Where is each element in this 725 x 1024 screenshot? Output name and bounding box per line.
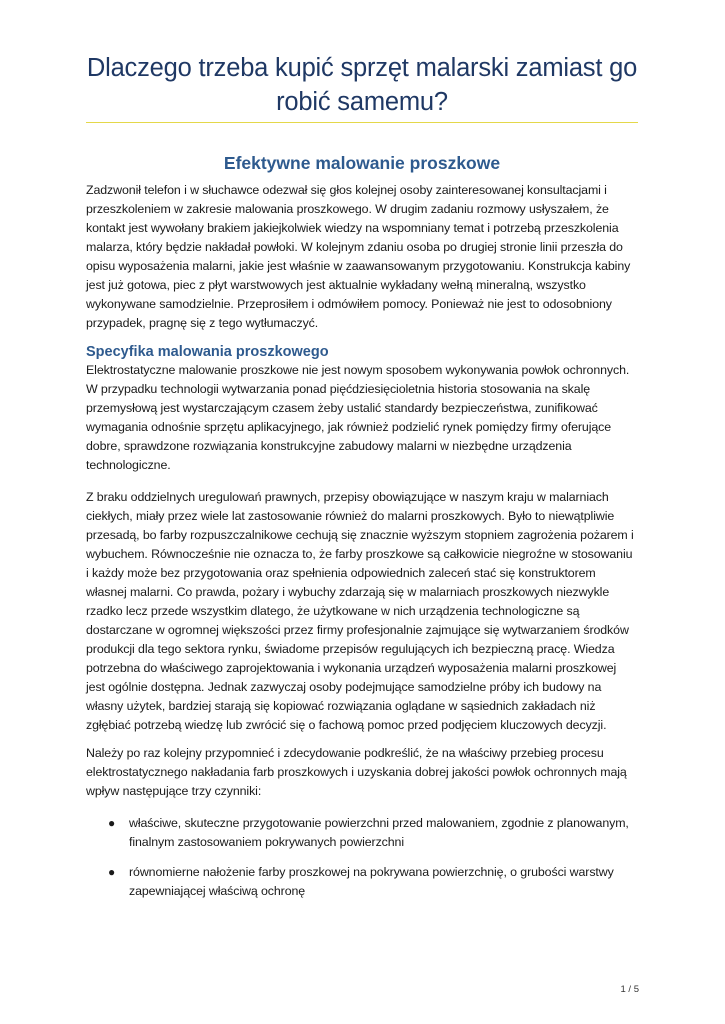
paragraph-intro: Zadzwonił telefon i w słuchawce odezwał się głos kolejnej osoby zainteresowanej konsultacjami i przeszkoleniem w zakresie malowania proszkowego. W drugim zadaniu rozmowy usłyszałem, że kontakt jest wywołany brakiem jakiejkolwiek wiedzy na wspomniany temat i potrzebą przeszkolenia malarza, który będzie nakładał powłoki. W kolejnym zdaniu osoba po drugiej stronie linii przeszła do opisu wyposażenia malarni, jakie jest właśnie w zaawansowanym przygotowaniu. Konstrukcja kabiny jest już gotowa, piec z płyt warstwowych jest aktualnie wykładany wełną mineralną, wszystko wykonywane samodzielnie. Przeprosiłem i odmówiłem pomocy. Ponieważ nie jest to odosobniony przypadek, pragnę się z tego wytłumaczyć. (86, 183, 631, 330)
factors-list (86, 814, 638, 912)
list-item-text: właściwe, skuteczne przygotowanie powierzchni przed malowaniem, zgodnie z planowanym, finalnym zastosowaniem pokrywanych powierzchni (129, 816, 629, 849)
paragraph-specyfika-2: Z braku oddzielnych uregulowań prawnych, przepisy obowiązujące w naszym kraju w malarniach ciekłych, miały przez wiele lat zastosowanie również do malarni proszkowych. Było to niewątpliwie przesadą, bo farby rozpuszczalnikowe cechują się znacznie wyższym stopniem zagrożenia pożarem i wybuchem. Równocześnie nie oznacza to, że farby proszkowe są całkowicie niegroźne w stosowaniu i każdy może bez przygotowania oraz spełnienia odpowiednich zaleceń stać się konstruktorem własnej malarni. Co prawda, pożary i wybuchy zdarzają się w malarniach proszkowych niezwykle rzadko lecz przede wszystkim dlatego, że użytkowane w nich urządzenia technologiczne są dostarczane w ogromnej większości przez firmy profesjonalnie zajmujące się wytwarzaniem środków produkcji dla tego sektora rynku, świadome przepisów regulujących ich bezpieczną pracę. Wiedza potrzebna do właściwego zaprojektowania i wykonania urządzeń wyposażenia malarni proszkowej jest ogólnie dostępna. Jednak zazwyczaj osoby podejmujące samodzielne próby ich budowy na własny użytek, bardziej starają się kopiować rozwiązania oglądane w sąsiednich zakładach niż zgłębiać potrzebą wiedzę lub zwrócić się o fachową pomoc przed podjęciem kluczowych decyzji. (86, 490, 634, 732)
section-heading-specyfika: Specyfika malowania proszkowego (86, 344, 329, 360)
bullet-icon: ● (108, 865, 116, 879)
paragraph-specyfika-1: Elektrostatyczne malowanie proszkowe nie jest nowym sposobem wykonywania powłok ochronnych. W przypadku technologii wytwarzania ponad pięćdziesięcioletnia historia stosowania na skalę przemysłową jest wystarczającym czasem żeby ustalić standardy bezpieczeństwa, zunifikować wymagania odnośnie sprzętu aplikacyjnego, jak również podzielić rynek pomiędzy firmy oferujące dobre, sprawdzone rozwiązania konstrukcyjne zabudowy malarni w niezbędne urządzenia technologiczne. (86, 363, 630, 472)
bullet-icon: ● (108, 816, 116, 830)
paragraph-specyfika-3: Należy po raz kolejny przypomnieć i zdecydowanie podkreślić, że na właściwy przebieg procesu elektrostatycznego nakładania farb proszkowych i uzyskania dobrej jakości powłok ochronnych mają wpływ następujące trzy czynniki: (86, 746, 627, 798)
title-underline-rule (86, 122, 638, 123)
list-item (86, 863, 638, 901)
list-item-text: równomierne nałożenie farby proszkowej na pokrywana powierzchnię, o grubości warstwy zapewniającej właściwą ochronę (129, 865, 614, 898)
page-number: 1 / 5 (620, 984, 639, 995)
document-title: Dlaczego trzeba kupić sprzęt malarski zamiast go robić samemu? (86, 54, 638, 116)
section-heading-efektywne: Efektywne malowanie proszkowe (223, 153, 501, 173)
list-item (86, 814, 638, 852)
